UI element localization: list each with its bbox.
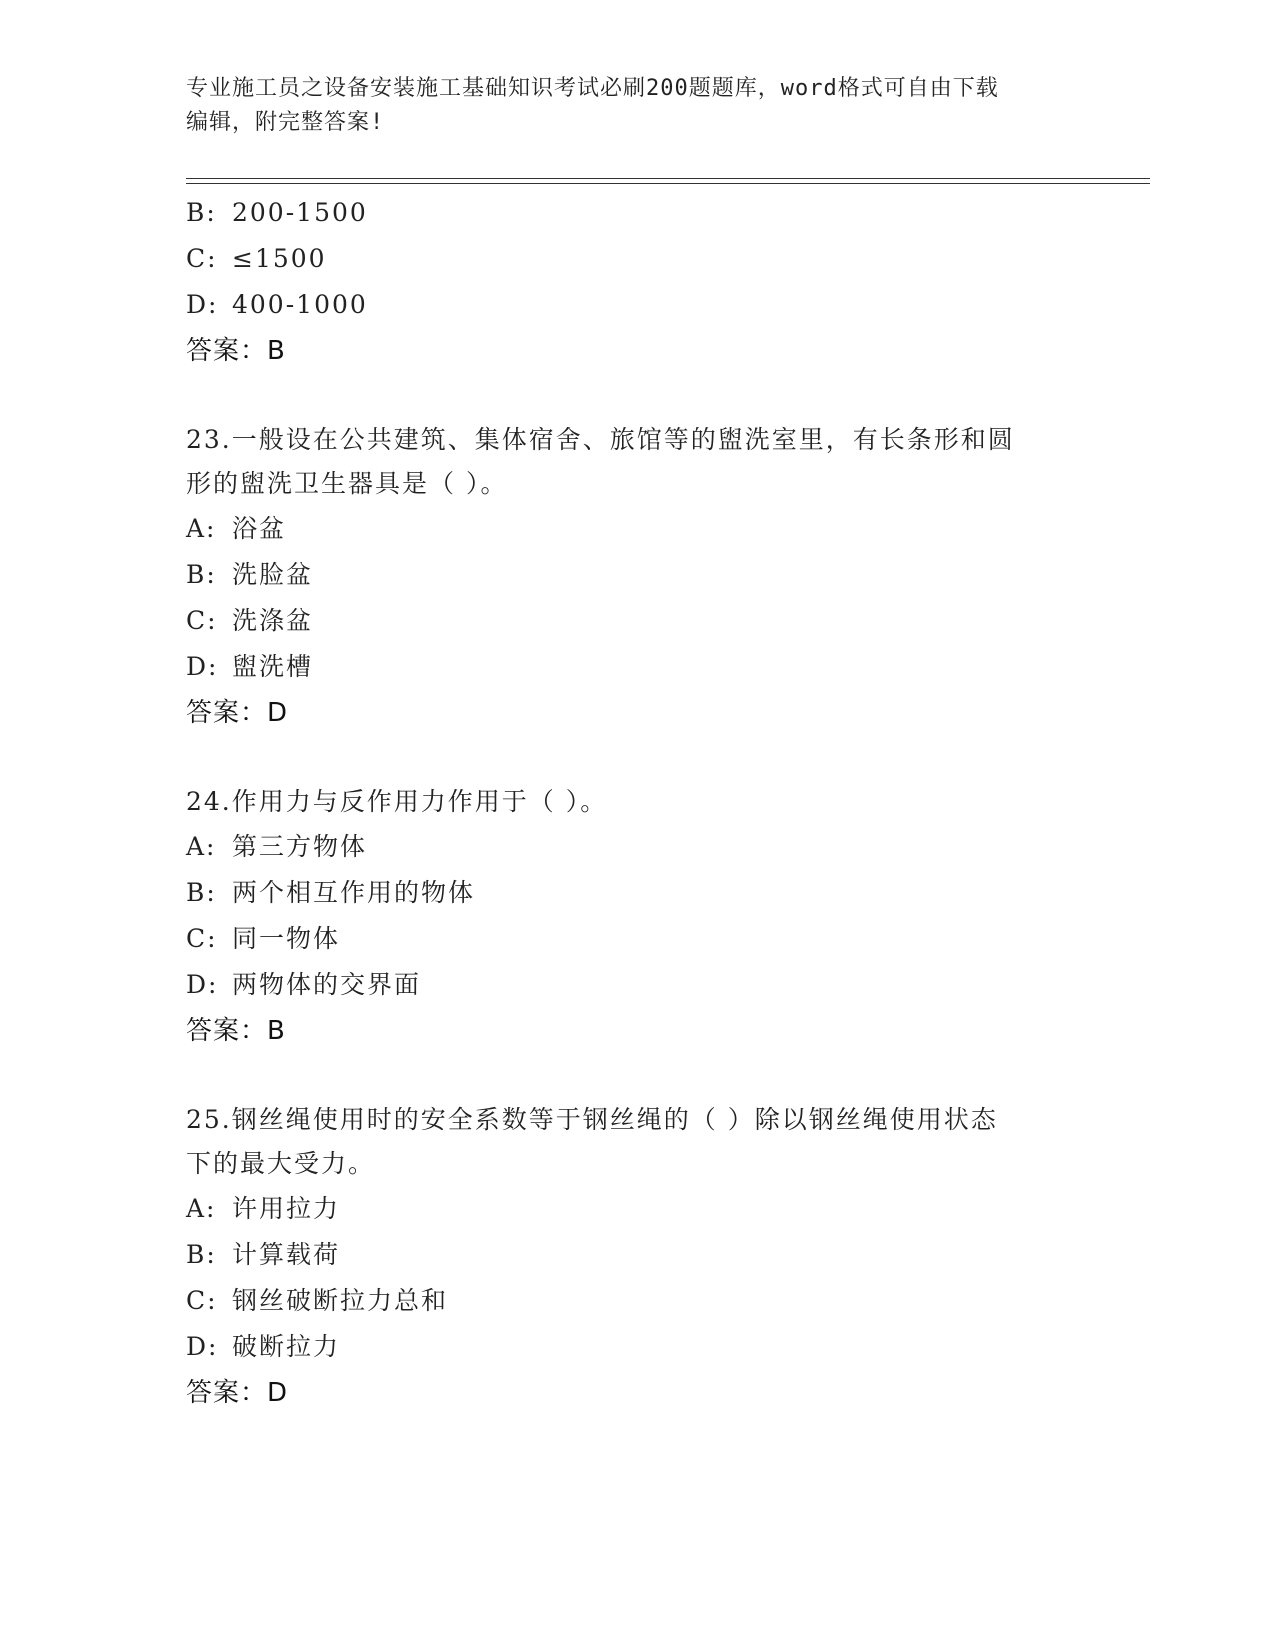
option-text: 第三方物体	[232, 832, 368, 861]
question-stem	[186, 418, 1066, 506]
option-c	[186, 916, 1066, 962]
question-stem-line-2: 形的盥洗卫生器具是（ ）。	[186, 469, 508, 498]
page-header	[186, 72, 1066, 140]
option-label: C:	[186, 244, 218, 273]
question-stem	[186, 780, 1066, 824]
option-c	[186, 236, 1066, 282]
option-b	[186, 1232, 1066, 1278]
option-b	[186, 190, 1066, 236]
header-line-1: 专业施工员之设备安装施工基础知识考试必刷200题题库，word格式可自由下载	[186, 76, 999, 101]
option-label: B:	[186, 198, 217, 227]
option-label: A:	[186, 1194, 217, 1223]
option-c	[186, 1278, 1066, 1324]
option-b	[186, 552, 1066, 598]
option-label: D:	[186, 652, 219, 681]
option-text: 400-1000	[232, 290, 368, 319]
answer-line: 答案：D	[186, 1378, 289, 1408]
option-a	[186, 824, 1066, 870]
option-b	[186, 870, 1066, 916]
option-text: 200-1500	[232, 198, 368, 227]
option-text: ≤1500	[232, 244, 327, 273]
option-label: A:	[186, 832, 217, 861]
question-stem-line-1: 25.钢丝绳使用时的安全系数等于钢丝绳的（ ）除以钢丝绳使用状态	[186, 1105, 998, 1134]
document-body	[186, 190, 1066, 1416]
question-stem-line-1: 24.作用力与反作用力作用于（ ）。	[186, 787, 608, 816]
question-stem	[186, 1098, 1066, 1186]
option-text: 两物体的交界面	[232, 970, 422, 999]
option-text: 洗脸盆	[232, 560, 314, 589]
option-label: D:	[186, 1332, 219, 1361]
option-text: 钢丝破断拉力总和	[232, 1286, 449, 1315]
answer-line: 答案：B	[186, 336, 286, 366]
option-text: 破断拉力	[232, 1332, 341, 1361]
option-label: B:	[186, 878, 217, 907]
option-c	[186, 598, 1066, 644]
question-24	[186, 780, 1066, 1054]
header-line-2: 编辑，附完整答案!	[186, 110, 385, 135]
question-stem-line-1: 23.一般设在公共建筑、集体宿舍、旅馆等的盥洗室里，有长条形和圆	[186, 425, 1015, 454]
question-stem-line-2: 下的最大受力。	[186, 1149, 376, 1178]
option-label: D:	[186, 290, 219, 319]
header-rule-bottom	[186, 183, 1150, 184]
answer-line: 答案：D	[186, 698, 289, 728]
option-text: 盥洗槽	[232, 652, 314, 681]
option-text: 浴盆	[232, 514, 287, 543]
option-text: 洗涤盆	[232, 606, 314, 635]
option-text: 许用拉力	[232, 1194, 341, 1223]
question-22-continuation	[186, 190, 1066, 374]
option-text: 同一物体	[232, 924, 341, 953]
option-label: C:	[186, 1286, 218, 1315]
option-label: B:	[186, 560, 217, 589]
option-text: 计算载荷	[232, 1240, 341, 1269]
option-label: A:	[186, 514, 217, 543]
option-label: C:	[186, 924, 218, 953]
question-25	[186, 1098, 1066, 1416]
option-label: C:	[186, 606, 218, 635]
answer-line: 答案：B	[186, 1016, 286, 1046]
header-rule-top	[186, 178, 1150, 179]
option-d	[186, 1324, 1066, 1370]
option-d	[186, 644, 1066, 690]
option-d	[186, 962, 1066, 1008]
option-a	[186, 506, 1066, 552]
option-d	[186, 282, 1066, 328]
option-label: B:	[186, 1240, 217, 1269]
option-text: 两个相互作用的物体	[232, 878, 476, 907]
option-a	[186, 1186, 1066, 1232]
question-23	[186, 418, 1066, 736]
option-label: D:	[186, 970, 219, 999]
